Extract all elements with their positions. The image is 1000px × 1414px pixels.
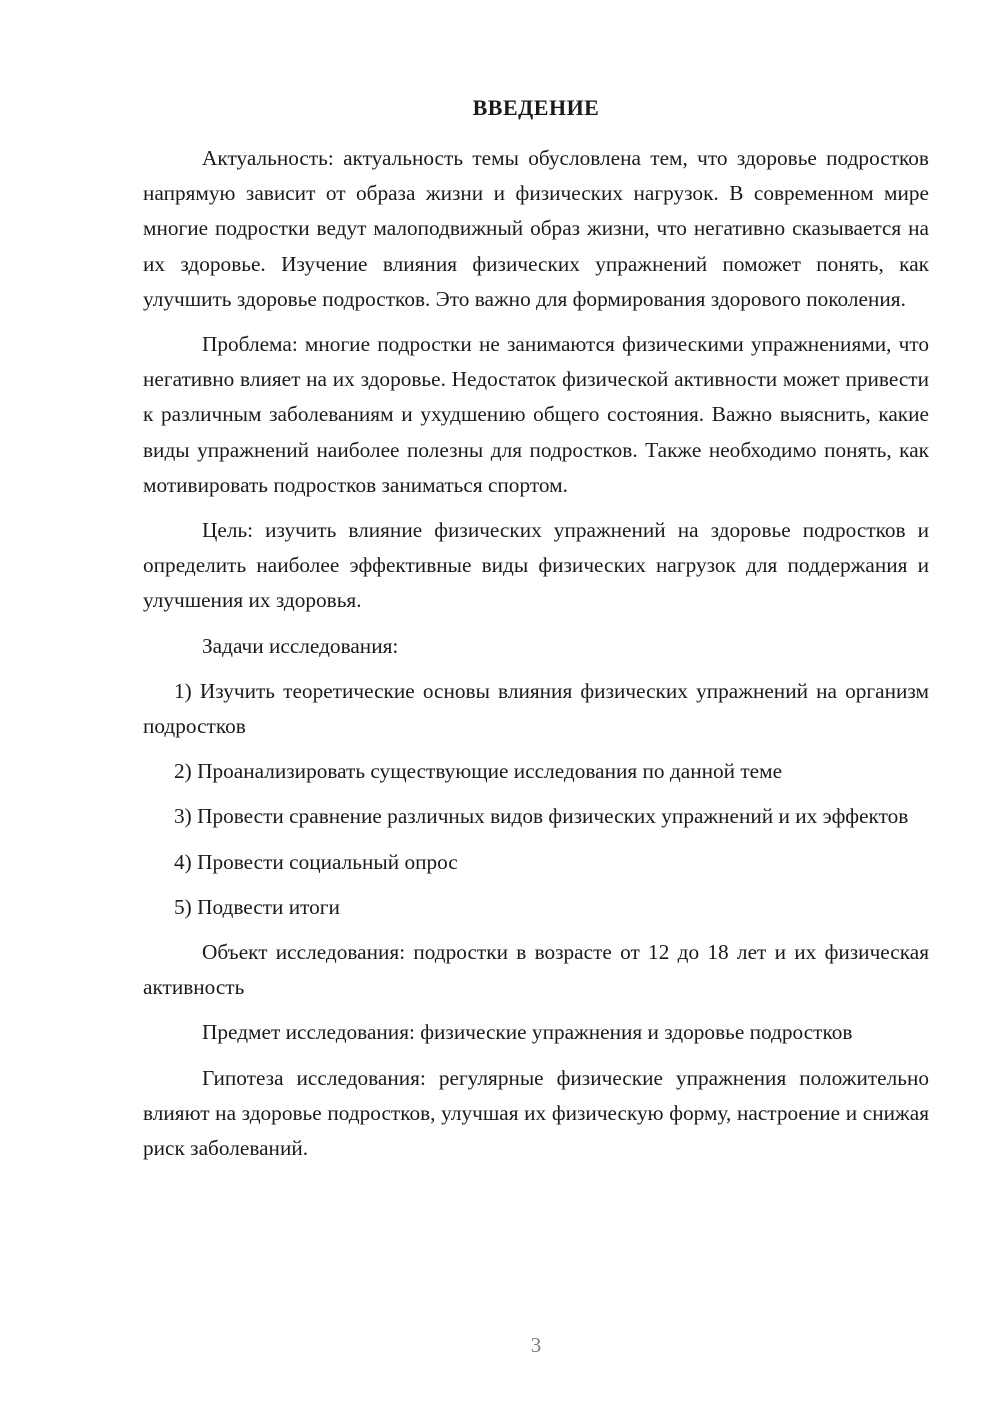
paragraph-goal: Цель: изучить влияние физических упражнений на здоровье подростков и определить наиболее эффективные виды физических нагрузок для поддержания и улучшения их здоровья.	[143, 518, 929, 613]
document-page	[143, 0, 929, 1414]
list-item: 3) Провести сравнение различных видов физических упражнений и их эффектов	[174, 804, 909, 829]
list-item: 2) Проанализировать существующие исследования по данной теме	[174, 759, 783, 784]
paragraph-object: Объект исследования: подростки в возрасте от 12 до 18 лет и их физическая активность	[143, 940, 929, 1000]
list-item: 5) Подвести итоги	[174, 894, 340, 919]
page-title: ВВЕДЕНИЕ	[472, 95, 600, 120]
tasks-heading: Задачи исследования:	[202, 633, 399, 658]
tasks-list	[143, 674, 929, 925]
paragraph-hypothesis: Гипотеза исследования: регулярные физические упражнения положительно влияют на здоровье подростков, улучшая их физическую форму, настроение и снижая риск заболеваний.	[143, 1065, 929, 1161]
list-item: 1) Изучить теоретические основы влияния физических упражнений на организм подростков	[143, 678, 929, 739]
page-number: 3	[530, 1333, 542, 1357]
document-body	[143, 141, 929, 1166]
paragraph-relevance: Актуальность: актуальность темы обусловлена тем, что здоровье подростков напрямую зависит от образа жизни и физических нагрузок. В современном мире многие подростки ведут малоподвижный образ жизни, что негативно сказывается на их здоровье. Изучение влияния физических упражнений поможет понять, как улучшить здоровье подростков. Это важно для формирования здорового поколения.	[143, 146, 929, 311]
paragraph-problem: Проблема: многие подростки не занимаются физическими упражнениями, что негативно влияет на их здоровье. Недостаток физической активности может привести к различным заболеваниям и ухудшению общего состояния. Важно выяснить, какие виды упражнений наиболее полезны для подростков. Также необходимо понять, как мотивировать подростков заниматься спортом.	[143, 332, 929, 497]
paragraph-subject: Предмет исследования: физические упражнения и здоровье подростков	[202, 1020, 853, 1045]
list-item: 4) Провести социальный опрос	[174, 849, 458, 874]
